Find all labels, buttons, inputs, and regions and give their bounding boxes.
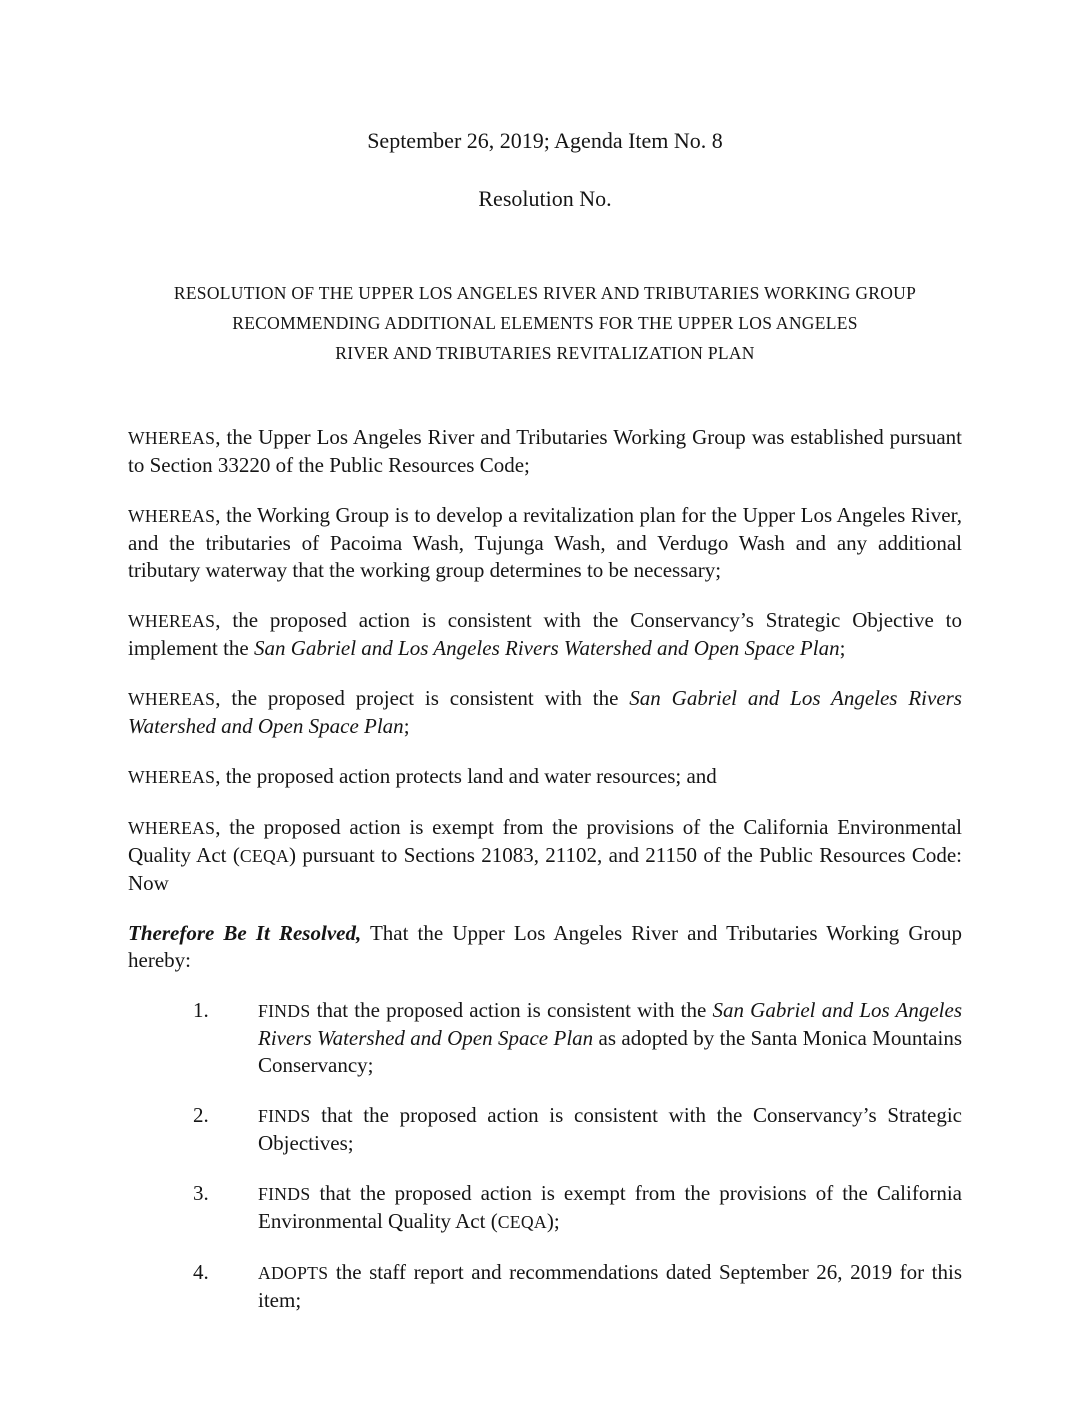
text-segment: that the proposed action is consistent with the Conservancy’s Strategic Objectives;: [258, 1103, 962, 1155]
text-segment: San Gabriel and Los Angeles Rivers Watershed and Open Space Plan: [128, 686, 962, 738]
text-segment: ADOPTS: [258, 1263, 329, 1283]
whereas-paragraph-2: [128, 502, 962, 584]
resolution-number-line: Resolution No.: [478, 186, 612, 211]
text-segment: FINDS: [258, 1106, 311, 1126]
text-segment: WHEREAS: [128, 506, 216, 526]
item-number: 1.: [193, 998, 209, 1022]
item-text: [258, 1102, 962, 1157]
resolution-title-line-2: RECOMMENDING ADDITIONAL ELEMENTS FOR THE UPPER LOS ANGELES: [232, 313, 858, 333]
item-number: 4.: [193, 1260, 209, 1284]
whereas-paragraph-4: [128, 685, 962, 740]
text-segment: Therefore Be It Resolved,: [128, 921, 362, 945]
resolution-title: [128, 278, 962, 368]
whereas-paragraph-1: [128, 424, 962, 479]
text-segment: FINDS: [258, 1001, 311, 1021]
resolution-title-line-1: RESOLUTION OF THE UPPER LOS ANGELES RIVER AND TRIBUTARIES WORKING GROUP: [173, 283, 917, 303]
whereas-paragraph-6: [128, 814, 962, 897]
resolution-items: [128, 997, 962, 1314]
text-segment: WHEREAS: [128, 767, 216, 787]
text-segment: CEQA: [497, 1212, 547, 1232]
item-number: 2.: [193, 1103, 209, 1127]
item-text: [258, 1259, 962, 1314]
text-segment: , the Upper Los Angeles River and Tributaries Working Group was established pursuant to Section 33220 of the Public Resources Code;: [128, 425, 962, 477]
resolution-title-line-3: RIVER AND TRIBUTARIES REVITALIZATION PLAN: [335, 343, 755, 363]
list-item-1: [128, 997, 962, 1079]
text-segment: , the proposed project is consistent with the: [215, 686, 630, 710]
text-segment: ) pursuant to Sections 21083, 21102, and 21150 of the Public Resources Code: Now: [128, 843, 963, 895]
text-segment: CEQA: [239, 846, 290, 866]
text-segment: FINDS: [258, 1184, 311, 1204]
text-segment: ;: [403, 714, 410, 738]
text-segment: that the proposed action is exempt from the provisions of the California Environmental Quality Act (: [258, 1181, 962, 1233]
text-segment: San Gabriel and Los Angeles Rivers Watershed and Open Space Plan: [253, 636, 840, 660]
whereas-paragraph-3: [128, 607, 962, 662]
text-segment: ;: [839, 636, 846, 660]
text-segment: , the proposed action protects land and water resources; and: [215, 764, 717, 788]
text-segment: That the Upper Los Angeles River and Tributaries Working Group hereby:: [128, 921, 962, 972]
list-item-3: [128, 1180, 962, 1236]
text-segment: as adopted by the Santa Monica Mountains Conservancy;: [258, 1026, 963, 1077]
item-number: 3.: [193, 1181, 209, 1205]
text-segment: , the Working Group is to develop a revitalization plan for the Upper Los Angeles River, and the tributaries of Pacoima Wash, Tujunga Wash, and Verdugo Wash and any additional tributary waterway that the working group determines to be necessary;: [128, 503, 962, 582]
item-text: [258, 1180, 962, 1236]
resolved-paragraph: [128, 920, 962, 974]
text-segment: WHEREAS: [128, 689, 216, 709]
text-segment: WHEREAS: [128, 818, 216, 838]
list-item-2: [128, 1102, 962, 1157]
text-segment: );: [546, 1209, 560, 1233]
text-segment: WHEREAS: [128, 611, 216, 631]
text-segment: the staff report and recommendations dated September 26, 2019 for this item;: [258, 1260, 962, 1312]
text-segment: , the proposed action is exempt from the provisions of the California Environmental Quality Act (: [128, 815, 962, 867]
text-segment: San Gabriel and Los Angeles Rivers Watershed and Open Space Plan: [258, 998, 962, 1050]
list-item-4: [128, 1259, 962, 1314]
item-text: [258, 997, 962, 1079]
text-segment: , the proposed action is consistent with the Conservancy’s Strategic Objective to implement the: [128, 608, 962, 660]
text-segment: that the proposed action is consistent with the: [310, 998, 713, 1022]
text-segment: WHEREAS: [128, 428, 216, 448]
date-line: September 26, 2019; Agenda Item No. 8: [367, 128, 723, 153]
whereas-paragraph-5: [128, 763, 962, 791]
